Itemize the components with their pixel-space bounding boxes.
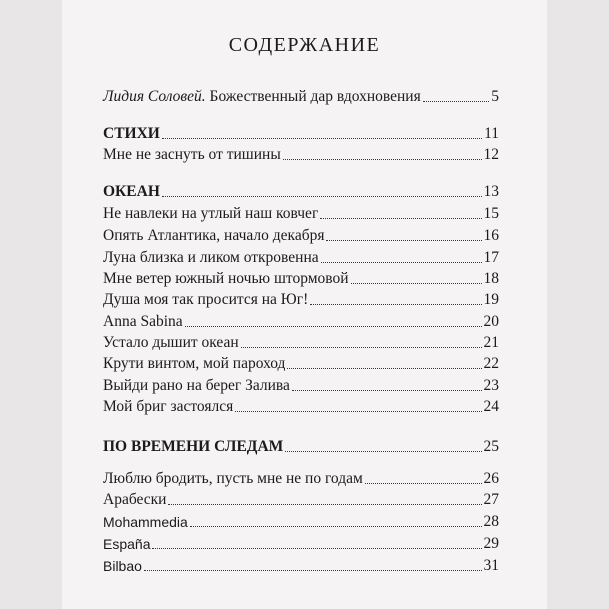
dot-leader bbox=[423, 101, 490, 102]
toc-section-heading bbox=[103, 123, 499, 143]
toc-entry-title: Опять Атлантика, начало декабря bbox=[103, 227, 325, 244]
toc-page-number: 28 bbox=[483, 513, 499, 530]
toc-page-number: 13 bbox=[483, 183, 499, 200]
toc-page-number: 26 bbox=[483, 470, 499, 487]
dot-leader bbox=[285, 451, 481, 452]
toc-entry bbox=[103, 533, 499, 553]
toc-page-number: 18 bbox=[483, 270, 499, 287]
dot-leader bbox=[144, 570, 482, 571]
intro-page-number: 5 bbox=[491, 88, 499, 105]
toc-entry bbox=[103, 311, 499, 331]
toc-entry-title: Устало дышит океан bbox=[103, 334, 239, 351]
toc-entry bbox=[103, 268, 499, 288]
toc-entry-title: Не навлеки на утлый наш ковчег bbox=[103, 205, 319, 222]
dot-leader bbox=[326, 240, 481, 241]
toc-entry bbox=[103, 144, 499, 164]
dot-leader bbox=[185, 326, 482, 327]
dot-leader bbox=[152, 548, 481, 549]
dot-leader bbox=[283, 159, 482, 160]
toc-page-number: 27 bbox=[483, 491, 499, 508]
toc-page-number: 21 bbox=[483, 334, 499, 351]
toc-page-number: 19 bbox=[483, 291, 499, 308]
dot-leader bbox=[168, 504, 481, 505]
toc-page-number: 25 bbox=[483, 438, 499, 455]
toc-entry bbox=[103, 511, 499, 531]
toc-page-number: 17 bbox=[483, 249, 499, 266]
toc-entry-title: Мой бриг застоялся bbox=[103, 398, 234, 415]
toc-entry bbox=[103, 353, 499, 373]
toc-page-number: 23 bbox=[483, 377, 499, 394]
toc-entry-title: Мне ветер южный ночью штормовой bbox=[103, 270, 349, 287]
dot-leader bbox=[310, 304, 481, 305]
toc-entry bbox=[103, 396, 499, 416]
toc-entry-title: Anna Sabina bbox=[103, 313, 183, 330]
toc-entry-title: СТИХИ bbox=[103, 125, 160, 142]
toc-entry-title: Выйди рано на берег Залива bbox=[103, 377, 290, 394]
toc-entry-title: ПО ВРЕМЕНИ СЛЕДАМ bbox=[103, 438, 284, 455]
toc-entry-title: Люблю бродить, пусть мне не по годам bbox=[103, 470, 363, 487]
toc-entry bbox=[103, 225, 499, 245]
dot-leader bbox=[320, 218, 481, 219]
dot-leader bbox=[190, 526, 482, 527]
toc-page-number: 22 bbox=[483, 355, 499, 372]
dot-leader bbox=[292, 390, 482, 391]
toc-entry bbox=[103, 555, 499, 575]
toc-page-number: 12 bbox=[483, 146, 499, 163]
toc-page-number: 15 bbox=[483, 205, 499, 222]
dot-leader bbox=[287, 368, 481, 369]
intro-author: Лидия Соловей. bbox=[103, 88, 206, 105]
toc-intro-entry bbox=[103, 86, 499, 106]
dot-leader bbox=[365, 483, 482, 484]
toc-entry-title: Mohammedia bbox=[103, 514, 188, 530]
toc-page-number: 31 bbox=[483, 557, 499, 574]
toc-entry bbox=[103, 468, 499, 488]
toc-entry-title: Арабески bbox=[103, 491, 167, 508]
toc-page-number: 29 bbox=[483, 535, 499, 552]
dot-leader bbox=[235, 411, 481, 412]
intro-text: Божественный дар вдохновения bbox=[209, 88, 421, 105]
toc-entry-title: Bilbao bbox=[103, 558, 142, 574]
dot-leader bbox=[162, 138, 482, 139]
dot-leader bbox=[241, 347, 482, 348]
toc-page-number: 20 bbox=[483, 313, 499, 330]
toc-entry bbox=[103, 332, 499, 352]
toc-entry bbox=[103, 247, 499, 267]
toc-entry bbox=[103, 203, 499, 223]
toc-entry-title: Крути винтом, мой пароход bbox=[103, 355, 286, 372]
toc-entry bbox=[103, 289, 499, 309]
toc-entry-title: España bbox=[103, 536, 151, 552]
toc-page-number: 24 bbox=[483, 398, 499, 415]
dot-leader bbox=[162, 196, 482, 197]
toc-section-heading bbox=[103, 181, 499, 201]
toc-entry-title: ОКЕАН bbox=[103, 183, 160, 200]
toc-entry-title: Мне не заснуть от тишины bbox=[103, 146, 281, 163]
dot-leader bbox=[321, 262, 482, 263]
toc-section-heading bbox=[103, 436, 499, 456]
toc-entry-title: Луна близка и ликом откровенна bbox=[103, 249, 319, 266]
toc-entry bbox=[103, 489, 499, 509]
toc-page-number: 11 bbox=[484, 125, 499, 142]
toc-entry bbox=[103, 375, 499, 395]
page-title: СОДЕРЖАНИЕ bbox=[228, 34, 381, 56]
toc-entry-title: Душа моя так просится на Юг! bbox=[103, 291, 309, 308]
toc-page-number: 16 bbox=[483, 227, 499, 244]
dot-leader bbox=[351, 283, 482, 284]
